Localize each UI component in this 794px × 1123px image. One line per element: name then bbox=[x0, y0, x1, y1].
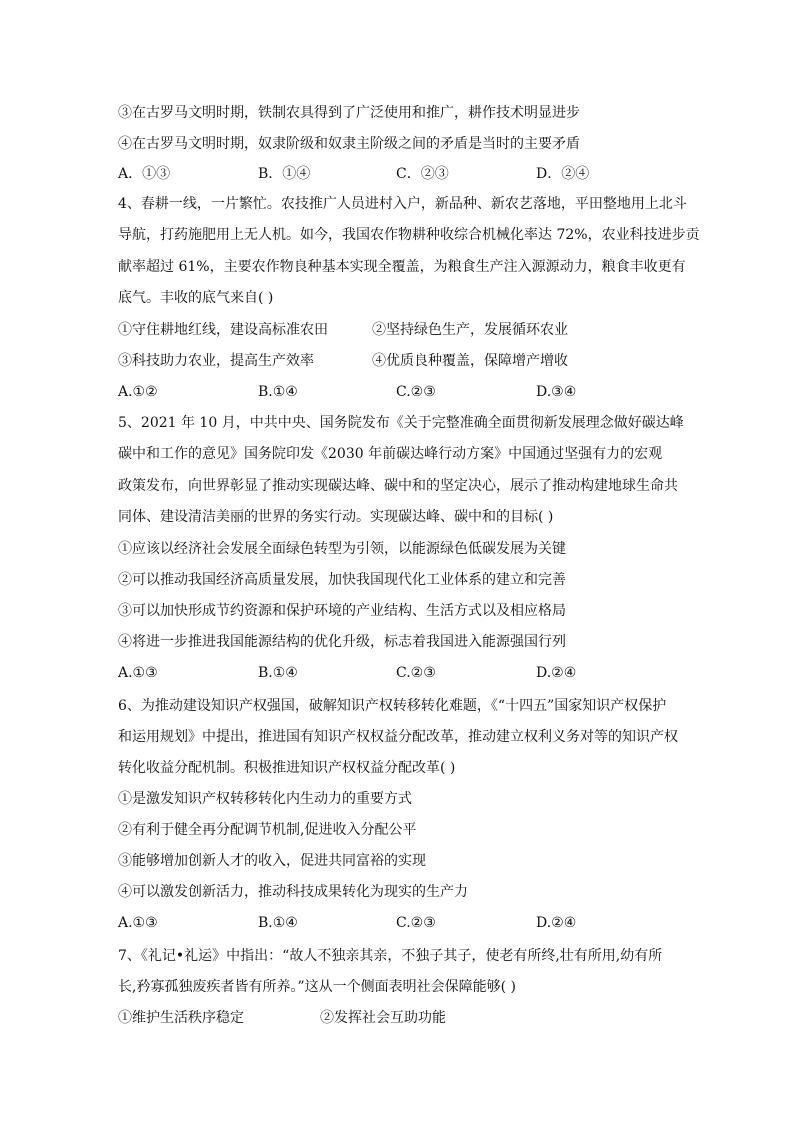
q6-option-b: B.①④ bbox=[258, 915, 298, 931]
q6-stem-line-1: 6、为推动建设知识产权强国，破解知识产权转移转化难题，《“十四五”国家知识产权保护 bbox=[118, 698, 667, 714]
q3-statement-3: ③在古罗马文明时期，铁制农具得到了广泛使用和推广，耕作技术明显进步 bbox=[118, 105, 580, 121]
q4-option-a: A.①② bbox=[118, 384, 158, 400]
q3-option-c: C．②③ bbox=[396, 166, 449, 182]
q5-statement-3: ③可以加快形成节约资源和保护环境的产业结构、生活方式以及相应格局 bbox=[118, 603, 566, 619]
q3-option-a: A．①③ bbox=[118, 166, 171, 182]
q6-statement-4: ④可以激发创新活力，推动科技成果转化为现实的生产力 bbox=[118, 884, 468, 900]
q5-stem-line-4: 同体、建设清洁美丽的世界的务实行动。实现碳达峰、碳中和的目标( ) bbox=[118, 509, 554, 525]
q6-stem-line-3: 转化收益分配机制。积极推进知识产权权益分配改革( ) bbox=[118, 760, 456, 776]
q5-option-d: D.②④ bbox=[536, 665, 577, 681]
q7-statement-2: ②发挥社会互助功能 bbox=[320, 1010, 446, 1026]
q4-option-d: D.③④ bbox=[536, 384, 577, 400]
q5-option-a: A.①③ bbox=[118, 665, 158, 681]
q4-statement-4: ④优质良种覆盖，保障增产增收 bbox=[372, 353, 568, 369]
q6-option-d: D.②④ bbox=[536, 915, 577, 931]
q4-stem-line-3: 献率超过 61%，主要农作物良种基本实现全覆盖，为粮食生产注入源源动力，粮食丰收更有 bbox=[118, 259, 686, 275]
q6-statement-1: ①是激发知识产权转移转化内生动力的重要方式 bbox=[118, 791, 412, 807]
q4-stem-line-1: 4、春耕一线，一片繁忙。农技推广人员进村入户，新品种、新农艺落地，平田整地用上北斗 bbox=[118, 196, 687, 212]
q5-stem-line-3: 政策发布，向世界彰显了推动实现碳达峰、碳中和的坚定决心，展示了推动构建地球生命共 bbox=[118, 478, 678, 494]
q4-stem-line-2: 导航，打药施肥用上无人机。如今，我国农作物耕种收综合机械化率达 72%，农业科技进步贡 bbox=[118, 227, 700, 243]
q7-statement-1: ①维护生活秩序稳定 bbox=[118, 1010, 244, 1026]
q6-statement-3: ③能够增加创新人才的收入，促进共同富裕的实现 bbox=[118, 853, 426, 869]
q4-option-b: B.①④ bbox=[258, 384, 298, 400]
q6-stem-line-2: 和运用规划》中提出，推进国有知识产权权益分配改革，推动建立权利义务对等的知识产权 bbox=[118, 729, 678, 745]
q4-statement-1: ①守住耕地红线，建设高标准农田 bbox=[118, 322, 328, 338]
q4-stem-line-4: 底气。丰收的底气来自( ) bbox=[118, 290, 274, 306]
q5-statement-1: ①应该以经济社会发展全面绿色转型为引领，以能源绿色低碳发展为关键 bbox=[118, 541, 566, 557]
q3-statement-4: ④在古罗马文明时期，奴隶阶级和奴隶主阶级之间的矛盾是当时的主要矛盾 bbox=[118, 136, 580, 152]
q5-stem-line-2: 碳中和工作的意见》国务院印发《2030 年前碳达峰行动方案》中国通过坚强有力的宏观 bbox=[118, 446, 663, 462]
q4-statement-3: ③科技助力农业，提高生产效率 bbox=[118, 353, 314, 369]
q4-option-c: C.②③ bbox=[396, 384, 436, 400]
q5-option-c: C.②③ bbox=[396, 665, 436, 681]
q5-stem-line-1: 5、2021 年 10 月，中共中央、国务院发布《关于完整准确全面贯彻新发展理念做好碳达峰 bbox=[118, 415, 684, 431]
q7-stem-line-1: 7、《礼记•礼运》中指出：“故人不独亲其亲，不独子其子，使老有所终,壮有所用,幼有所 bbox=[118, 948, 663, 964]
q5-statement-2: ②可以推动我国经济高质量发展，加快我国现代化工业体系的建立和完善 bbox=[118, 572, 566, 588]
q5-statement-4: ④将进一步推进我国能源结构的优化升级，标志着我国进入能源强国行列 bbox=[118, 634, 566, 650]
q3-option-b: B．①④ bbox=[258, 166, 311, 182]
q4-statement-2: ②坚持绿色生产，发展循环农业 bbox=[372, 322, 568, 338]
q7-stem-line-2: 长,矜寡孤独废疾者皆有所养。”这从一个侧面表明社会保障能够( ) bbox=[118, 979, 516, 995]
q6-option-c: C.②③ bbox=[396, 915, 436, 931]
q5-option-b: B.①④ bbox=[258, 665, 298, 681]
q3-option-d: D．②④ bbox=[536, 166, 590, 182]
q6-statement-2: ②有利于健全再分配调节机制,促进收入分配公平 bbox=[118, 822, 417, 838]
q6-option-a: A.①③ bbox=[118, 915, 158, 931]
